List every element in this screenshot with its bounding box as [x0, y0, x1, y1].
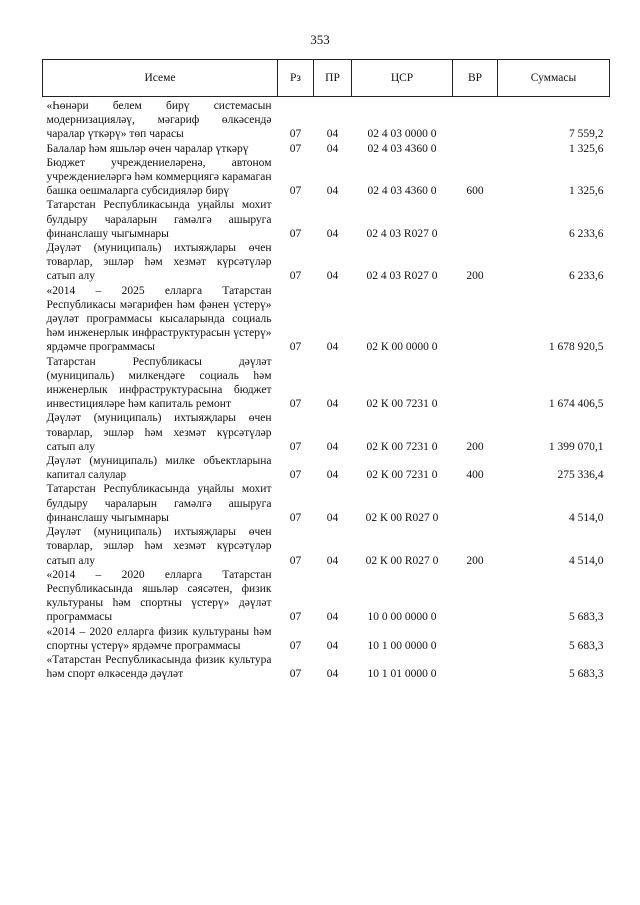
cell-vr: 200 — [466, 554, 484, 567]
cell-sum: 5 683,3 — [569, 639, 604, 652]
cell-vr — [453, 355, 498, 412]
cell-rz: 07 — [289, 341, 302, 354]
cell-rz: 07 — [289, 185, 302, 198]
cell-name: Дәүләт (муниципаль) милке объектларына капитал салулар — [46, 455, 272, 482]
cell-rz: 07 — [289, 668, 302, 681]
cell-csr: 02 К 00 7231 0 — [366, 440, 438, 453]
cell-rz: 07 — [289, 511, 302, 524]
cell-sum: 5 683,3 — [569, 668, 604, 681]
cell-pr: 04 — [326, 142, 339, 155]
cell-vr: 400 — [466, 469, 484, 482]
cell-name: «2014 – 2020 елларга Татарстан Республикасында яшьләр сәясәтен, физик культураны һәм спортны үстерү» дәүләт программасы — [46, 568, 272, 624]
table-row — [43, 156, 610, 199]
header-pr: ПР — [314, 60, 352, 97]
cell-pr: 04 — [326, 511, 339, 524]
table-row — [43, 482, 610, 525]
cell-name: «Һөнәри белем бирү системасын модернизацияләү, мәгариф өлкәсендә чаралар үткәрү» төп чарасы — [46, 100, 272, 141]
cell-name: Татарстан Республикасында уңайлы мохит булдыру чараларын гамәлгә ашыруга финанслашу чыгымнары — [46, 199, 272, 240]
cell-sum: 4 514,0 — [569, 554, 604, 567]
cell-rz: 07 — [289, 128, 302, 141]
cell-pr: 04 — [326, 185, 339, 198]
table-row — [43, 355, 610, 412]
cell-csr: 02 К 00 0000 0 — [366, 341, 438, 354]
header-vr: ВР — [453, 60, 498, 97]
cell-sum: 1 674 406,5 — [548, 398, 604, 411]
cell-sum: 5 683,3 — [569, 611, 604, 624]
cell-vr — [453, 284, 498, 355]
table-header-row — [43, 60, 610, 97]
header-csr: ЦСР — [352, 60, 453, 97]
cell-vr — [453, 97, 498, 142]
cell-name: Дәүләт (муниципаль) ихтыяҗлары өчен товарлар, эшләр һәм хезмәт күрсәтүләр сатып алу — [46, 412, 272, 453]
cell-pr: 04 — [326, 341, 339, 354]
cell-pr: 04 — [326, 668, 339, 681]
cell-name: «Татарстан Республикасында физик культура һәм спорт өлкәсендә дәүләт — [46, 653, 272, 681]
cell-rz: 07 — [289, 142, 302, 155]
cell-name: Дәүләт (муниципаль) ихтыяҗлары өчен товарлар, эшләр һәм хезмәт күрсәтүләр сатып алу — [46, 526, 272, 567]
budget-table — [42, 59, 610, 681]
cell-rz: 07 — [289, 639, 302, 652]
cell-rz: 07 — [289, 554, 302, 567]
cell-csr: 10 0 00 0000 0 — [367, 611, 437, 624]
cell-sum: 6 233,6 — [569, 270, 604, 283]
cell-vr: 600 — [466, 185, 484, 198]
cell-sum: 7 559,2 — [569, 128, 604, 141]
table-row — [43, 198, 610, 241]
table-row — [43, 625, 610, 653]
cell-pr: 04 — [326, 639, 339, 652]
header-sum: Суммасы — [498, 60, 610, 97]
cell-sum: 4 514,0 — [569, 511, 604, 524]
cell-sum: 1 399 070,1 — [548, 440, 604, 453]
cell-rz: 07 — [289, 611, 302, 624]
cell-csr: 02 4 03 0000 0 — [367, 128, 437, 141]
cell-pr: 04 — [326, 469, 339, 482]
cell-csr: 02 К 00 R027 0 — [365, 554, 439, 567]
cell-rz: 07 — [289, 270, 302, 283]
cell-vr — [453, 568, 498, 625]
table-row — [43, 411, 610, 454]
cell-name: Татарстан Республикасы дәүләт (муниципаль) милкендәге социаль һәм инженерлык инфраструктурасына бюджет инвестицияләре һәм капиталь ремонт — [46, 355, 272, 411]
cell-pr: 04 — [326, 128, 339, 141]
table-row — [43, 142, 610, 156]
cell-vr — [453, 625, 498, 653]
cell-sum: 6 233,6 — [569, 227, 604, 240]
cell-vr — [453, 482, 498, 525]
cell-sum: 1 678 920,5 — [548, 341, 604, 354]
cell-pr: 04 — [326, 440, 339, 453]
cell-csr: 02 К 00 7231 0 — [366, 398, 438, 411]
table-row — [43, 653, 610, 681]
cell-vr — [453, 142, 498, 156]
table-row — [43, 241, 610, 284]
cell-sum: 275 336,4 — [557, 469, 604, 482]
cell-name: «2014 – 2020 елларга физик культураны һәм спортны үстерү» ярдәмче программасы — [46, 625, 272, 652]
cell-csr: 10 1 00 0000 0 — [367, 639, 437, 652]
cell-name: Дәүләт (муниципаль) ихтыяҗлары өчен товарлар, эшләр һәм хезмәт күрсәтүләр сатып алу — [46, 242, 272, 283]
cell-csr: 02 4 03 4360 0 — [367, 142, 437, 155]
cell-vr — [453, 653, 498, 681]
cell-name: Балалар һәм яшьләр өчен чаралар үткәрү — [46, 142, 249, 155]
cell-vr — [453, 198, 498, 241]
cell-name: Татарстан Республикасында уңайлы мохит булдыру чараларын гамәлгә ашыруга финанслашу чыгымнары — [46, 483, 272, 524]
cell-rz: 07 — [289, 227, 302, 240]
cell-name: Бюджет учреждениеләренә, автоном учреждениеләргә һәм коммерциягә карамаган башка оешмаларга субсидияләр бирү — [46, 156, 272, 198]
header-name: Исеме — [43, 60, 278, 97]
cell-pr: 04 — [326, 611, 339, 624]
cell-csr: 10 1 01 0000 0 — [367, 668, 437, 681]
cell-vr: 200 — [466, 440, 484, 453]
cell-name: «2014 – 2025 елларга Татарстан Республикасы мәгарифен һәм фәнен үстерү» дәүләт программасы кысаларында социаль һәм инженерлык инфраструктурасын үстерү» ярдәмче программасы — [46, 284, 272, 354]
cell-csr: 02 К 00 7231 0 — [366, 469, 438, 482]
cell-pr: 04 — [326, 554, 339, 567]
cell-pr: 04 — [326, 227, 339, 240]
table-row — [43, 525, 610, 568]
table-row — [43, 454, 610, 482]
cell-rz: 07 — [289, 469, 302, 482]
cell-sum: 1 325,6 — [569, 185, 604, 198]
cell-sum: 1 325,6 — [569, 142, 604, 155]
cell-rz: 07 — [289, 440, 302, 453]
cell-pr: 04 — [326, 270, 339, 283]
cell-csr: 02 4 03 R027 0 — [366, 227, 438, 240]
cell-pr: 04 — [326, 398, 339, 411]
table-row — [43, 568, 610, 625]
cell-csr: 02 4 03 R027 0 — [366, 270, 438, 283]
cell-csr: 02 4 03 4360 0 — [367, 185, 437, 198]
page-number: 353 — [310, 32, 330, 47]
header-rz: Рз — [278, 60, 314, 97]
cell-csr: 02 К 00 R027 0 — [365, 511, 439, 524]
table-row — [43, 97, 610, 142]
cell-vr: 200 — [466, 270, 484, 283]
cell-rz: 07 — [289, 398, 302, 411]
table-row — [43, 284, 610, 355]
